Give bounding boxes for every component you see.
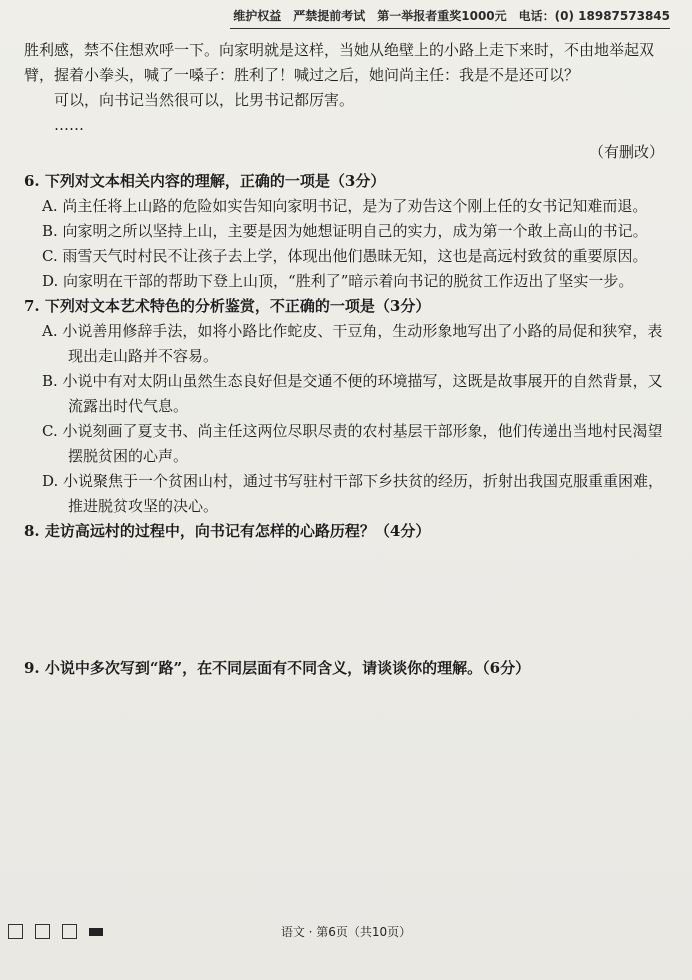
story-paragraph: 胜利感，禁不住想欢呼一下。向家明就是这样，当她从绝壁上的小路上走下来时，不由地举起双臂，握着小拳头，喊了一嗓子：胜利了！喊过之后，她问尚主任：我是不是还可以？ (24, 41, 655, 84)
question-6-option-a: A. 尚主任将上山路的危险如实告知向家明书记，是为了劝告这个刚上任的女书记知难而退。 (42, 197, 648, 215)
answer-space (24, 544, 664, 656)
question-7-option-d: D. 小说聚焦于一个贫困山村，通过书写驻村干部下乡扶贫的经历，折射出我国克服重重困难，推进脱贫攻坚的决心。 (42, 472, 664, 515)
question-6-option-b: B. 向家明之所以坚持上山，主要是因为她想证明自己的实力，成为第一个敢上高山的书记。 (42, 222, 648, 240)
source-note: （有删改） (588, 143, 664, 161)
question-7-option-c: C. 小说刻画了夏支书、尚主任这两位尽职尽责的农村基层干部形象，他们传递出当地村民渴望摆脱贫困的心声。 (42, 422, 663, 465)
story-ellipsis: …… (54, 116, 84, 134)
page-footer: 语文 · 第6页（共10页） (280, 925, 412, 939)
page-content (24, 38, 664, 681)
question-7-stem: 7. 下列对文本艺术特色的分析鉴赏，不正确的一项是（3分） (24, 297, 431, 315)
question-8-stem: 8. 走访高远村的过程中，向书记有怎样的心路历程？（4分） (24, 522, 431, 540)
question-9-stem: 9. 小说中多次写到“路”，在不同层面有不同含义，请谈谈你的理解。（6分） (24, 659, 531, 677)
question-7-option-b: B. 小说中有对太阴山虽然生态良好但是交通不便的环境描写，这既是故事展开的自然背景，又流露出时代气息。 (42, 372, 663, 415)
question-7-option-a: A. 小说善用修辞手法，如将小路比作蛇皮、干豆角，生动形象地写出了小路的局促和狭窄，表现出走山路并不容易。 (42, 322, 663, 365)
page-header: 维护权益 严禁提前考试 第一举报者重奖1000元 电话：(0) 18987573845 (230, 6, 670, 29)
question-6-option-d: D. 向家明在干部的帮助下登上山顶，“胜利了”暗示着向书记的脱贫工作迈出了坚实一步。 (42, 272, 634, 290)
question-6-option-c: C. 雨雪天气时村民不让孩子去上学，体现出他们愚昧无知，这也是高远村致贫的重要原因。 (42, 247, 648, 265)
story-paragraph: 可以，向书记当然很可以，比男书记都厉害。 (54, 91, 355, 109)
question-6-stem: 6. 下列对文本相关内容的理解，正确的一项是（3分） (24, 172, 386, 190)
